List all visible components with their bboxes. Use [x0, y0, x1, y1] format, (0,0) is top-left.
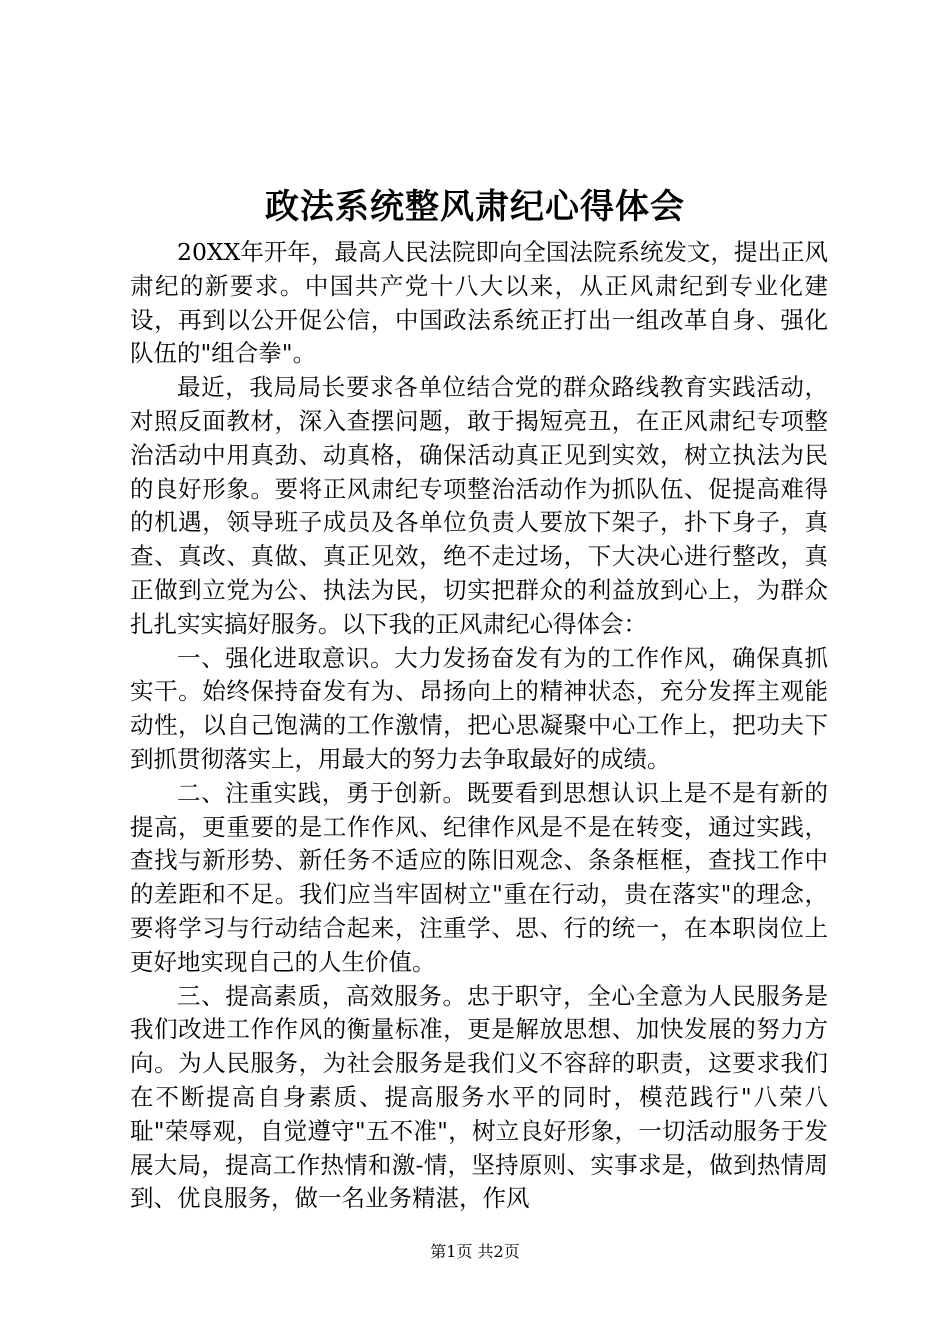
paragraph-recent: 最近，我局局长要求各单位结合党的群众路线教育实践活动，对照反面教材，深入查摆问题，敢于揭短亮丑，在正风肃纪专项整治活动中用真劲、动真格，确保活动真正见到实效，树立执法为民的良好形象。要将正风肃纪专项整治活动作为抓队伍、促提高难得的机遇，领导班子成员及各单位负责人要放下架子，扑下身子，真查、真改、真做、真正见效，绝不走过场，下大决心进行整改，真正做到立党为公、执法为民，切实把群众的利益放到心上，为群众扎扎实实搞好服务。以下我的正风肃纪心得体会： [130, 373, 828, 638]
document-title: 政法系统整风肃纪心得体会 [265, 187, 685, 227]
paragraph-point-one: 一、强化进取意识。大力发扬奋发有为的工作作风，确保真抓实干。始终保持奋发有为、昂扬向上的精神状态，充分发挥主观能动性，以自己饱满的工作激情，把心思凝聚中心工作上，把功夫下到抓贯彻落实上，用最大的努力去争取最好的成绩。 [130, 643, 828, 773]
page-number: 第1页 共2页 [430, 1242, 520, 1261]
paragraph-point-three: 三、提高素质，高效服务。忠于职守，全心全意为人民服务是我们改进工作作风的衡量标准，更是解放思想、加快发展的努力方向。为人民服务，为社会服务是我们义不容辞的职责，这要求我们在不断提高自身素质、提高服务水平的同时，模范践行"八荣八耻"荣辱观，自觉遵守"五不准"，树立良好形象，一切活动服务于发展大局，提高工作热情和激-情，坚持原则、实事求是，做到热情周到、优良服务，做一名业务精湛，作风 [130, 981, 828, 1213]
document-body [130, 236, 828, 1216]
paragraph-intro: 20XX年开年，最高人民法院即向全国法院系统发文，提出正风肃纪的新要求。中国共产党十八大以来，从正风肃纪到专业化建设，再到以公开促公信，中国政法系统正打出一组改革自身、强化队伍的"组合拳"。 [130, 238, 828, 368]
paragraph-point-two: 二、注重实践，勇于创新。既要看到思想认识上是不是有新的提高，更重要的是工作作风、纪律作风是不是在转变，通过实践，查找与新形势、新任务不适应的陈旧观念、条条框框，查找工作中的差距和不足。我们应当牢固树立"重在行动，贵在落实"的理念，要将学习与行动结合起来，注重学、思、行的统一，在本职岗位上更好地实现自己的人生价值。 [130, 778, 828, 976]
